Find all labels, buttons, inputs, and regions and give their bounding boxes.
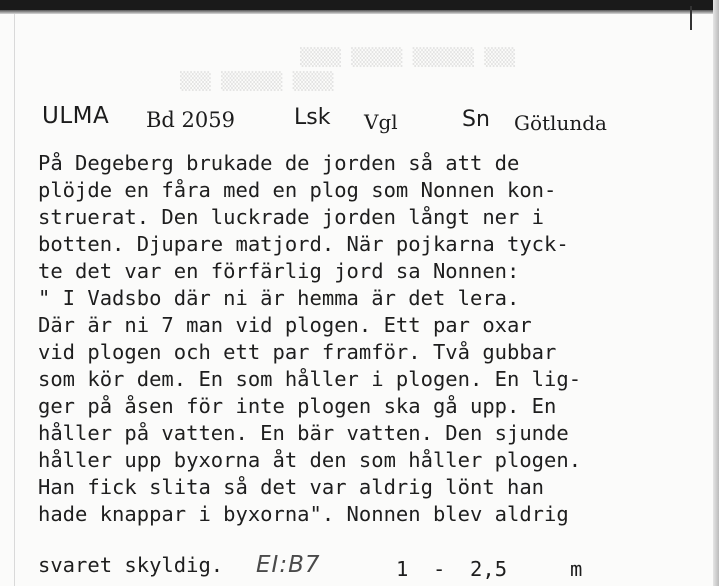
text-line: Där är ni 7 man vid plogen. Ett par oxar <box>38 313 532 337</box>
bleed-through-texture: ▒▒▒▒ ▒▒▒▒▒ ▒▒▒▒▒▒ ▒▒▒ <box>300 48 515 68</box>
text-line: håller på vatten. En bär vatten. Den sjunde <box>38 421 569 445</box>
text-line: ger på åsen för inte plogen ska gå upp. En <box>38 394 557 418</box>
province-value: Vgl <box>364 110 398 134</box>
edge-mark <box>690 6 692 30</box>
parish-label: Sn <box>462 107 490 132</box>
card-right-edge <box>713 0 719 586</box>
text-line: hade knappar i byxorna". Nonnen blev aldrig <box>38 502 569 526</box>
text-line: struerat. Den luckrade jorden långt ner i <box>38 205 545 229</box>
text-line: plöjde en fåra med en plog som Nonnen kon- <box>38 178 557 202</box>
card-top-edge <box>0 0 719 12</box>
text-line: håller upp byxorna åt den som håller plogen. <box>38 448 582 472</box>
card-fold-line <box>14 14 15 586</box>
bleed-through-texture: ▒▒▒ ▒▒▒▒▒▒ ▒▒▒▒ <box>180 72 334 92</box>
text-line: Han fick slita så det var aldrig lönt han <box>38 475 545 499</box>
accession-number: Bd 2059 <box>146 108 235 132</box>
card-header <box>42 103 682 139</box>
final-text-line: svaret skyldig. <box>38 553 224 577</box>
text-line: vid plogen och ett par framför. Två gubbar <box>38 340 557 364</box>
classification-code: EI:B7 <box>256 552 321 578</box>
depth-range: 1 - 2,5 <box>396 557 508 581</box>
text-line: botten. Djupare matjord. När pojkarna tyck- <box>38 232 569 256</box>
depth-unit: m <box>570 557 583 581</box>
text-line: På Degeberg brukade de jorden så att de <box>38 151 520 175</box>
archive-code: ULMA <box>42 103 110 129</box>
parish-value: Götlunda <box>514 111 607 135</box>
text-line: te det var en förfärlig jord sa Nonnen: <box>38 259 520 283</box>
card-footer <box>38 553 678 583</box>
province-label: Lsk <box>294 105 331 130</box>
record-text <box>38 150 688 528</box>
text-line: som kör dem. En som håller i plogen. En lig- <box>38 367 582 391</box>
text-line: " I Vadsbo där ni är hemma är det lera. <box>38 286 520 310</box>
